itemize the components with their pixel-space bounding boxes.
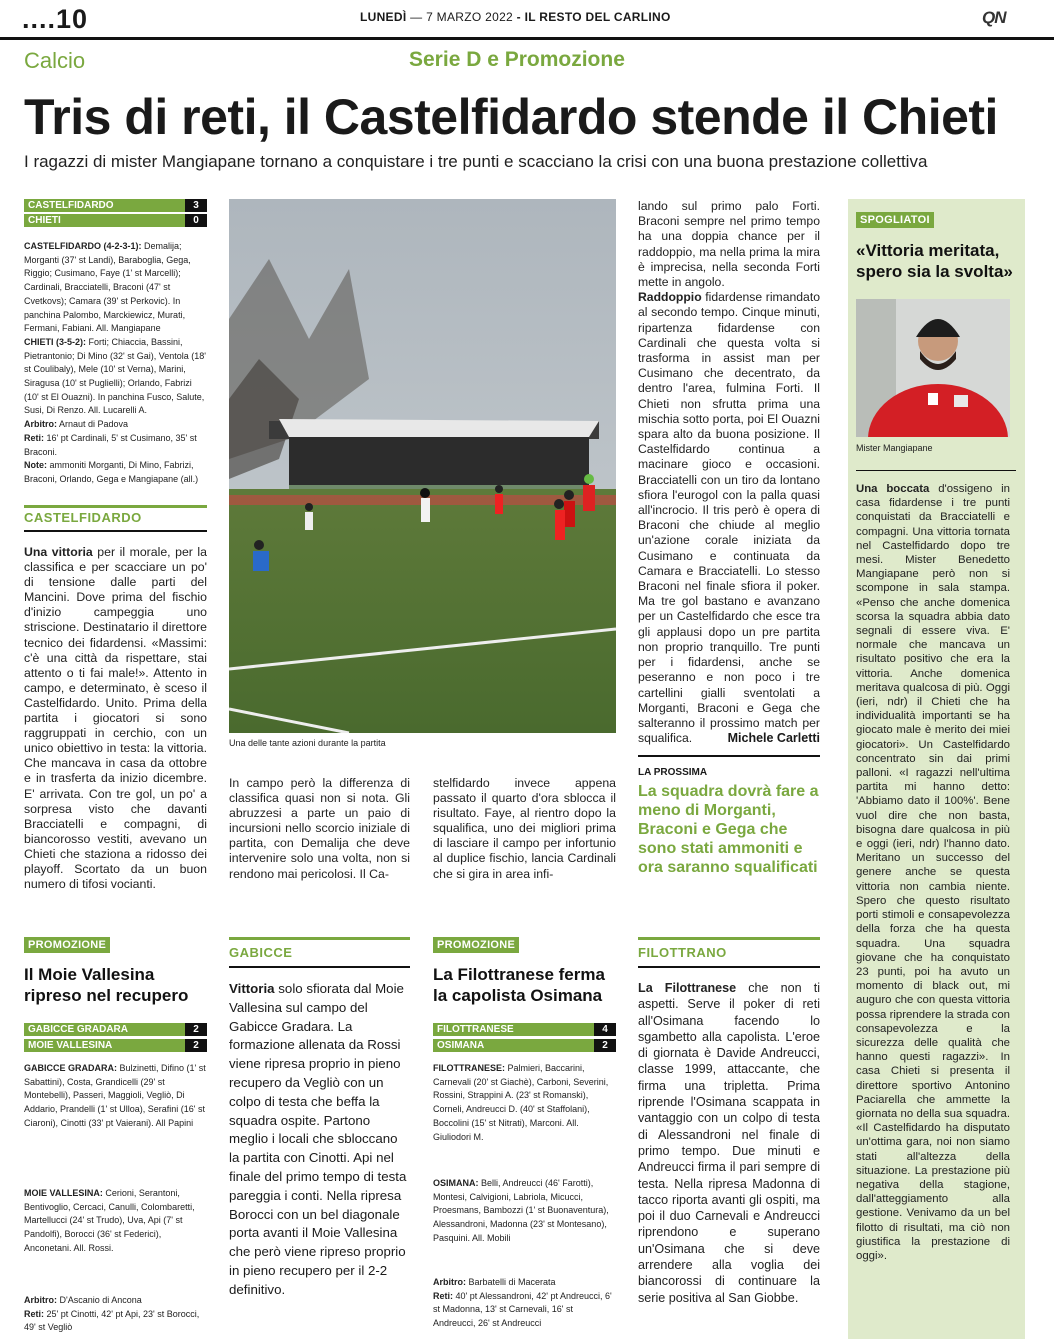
home-score: 3	[185, 199, 207, 212]
promo2-lineup-b: OSIMANA: Belli, Andreucci (46' Farotti), Montesi, Calvigioni, Labriola, Micucci, Proesmans, Bambozzi (1' st Buonaventura), Alessandroni, Madonna (23' st Montesano), Pasquini. All. Mobili	[433, 1178, 609, 1243]
promo2-headline: La Filottranese ferma la capolista Osimana	[433, 965, 605, 1005]
promo1-ref: Arbitro: D'Ascanio di Ancona Reti: 25' pt Cinotti, 42' pt Api, 23' st Borocci, 49' st Vegliò	[24, 1295, 200, 1333]
article-body-1: Una vittoria per il morale, per la classifica e per scacciare un po' di tensione dalle parti del Mancini. Dove prima del fischio d'inizio campeggia uno striscione. Destinatario il direttore tecnico dei fidardensi. «Massimi: c'è una città da rispettare, stai attento o ti fai male!». Attento in campo, e determinato, è sceso il Castelfidardo. Unito. Prima della partita i giocatori si sono raggruppati in cerchio, con un unico obiettivo in testa: la vittoria. Che mancava in casa da ottobre e in trasferta da inizio dicembre. E' arrivata. Con tre gol, un po' a sorpresa visto che davanti Bracciatelli e compagni, di biancorosso vestiti, avevano un Chieti che staziona a ridosso dei playoff. Scortato da un buon numero di tifosi vocianti.	[24, 545, 207, 892]
section-label: Calcio	[24, 48, 86, 73]
stadium-image	[229, 199, 616, 733]
next-match-label: LA PROSSIMA	[638, 767, 708, 778]
headline: Tris di reti, il Castelfidardo stende il Chieti	[24, 89, 998, 145]
filottrano-body: La Filottranese che non ti aspetti. Serve il poker di reti all'Osimana facendo lo sgambetto alla capolista. L'eroe di giornata è Davide Andreucci, classe 1999, attaccante, che firma una tripletta. Prima riprende l'Osimana scappata in vantaggio con un colpo di testa di Alessandroni nel finale di primo tempo. Due minuti e Andreucci firma il pari sempre di testa. Nella ripresa Madonna di tacco riporta avanti gli ospiti, ma poi il duo Carnevali e Andreucci riprendono e superano un'Osimana che si deve arrendere alla voglia dei biancorossi di continuare la serie positiva al San Giobbe.	[638, 981, 820, 1305]
promo1-lineup-a: GABICCE GRADARA: Bulzinetti, Difino (1' st Sabattini), Costa, Grandicelli (29' st Montebelli), Passeri, Maggioli, Vegliò, Di Addario, Prandelli (1' st Ulloa), Serafini (16' st Ciaroni), Cinotti (33' pt Vaierani). All Papini	[24, 1063, 206, 1128]
article-body-2: In campo però la differenza di classifica quasi non si nota. Gli abruzzesi a parte un paio di incursioni nello scorcio iniziale di partita, con Demalija che deve intervenire solo una volta, non si rendono mai pericolosi. Il Ca-	[229, 776, 410, 881]
divider	[856, 470, 1016, 471]
promo2-scoreboard: 4 FILOTTRANESE 2 OSIMANA	[433, 1023, 616, 1052]
divider	[24, 505, 207, 508]
promo1-lineup-b: MOIE VALLESINA: Cerioni, Serantoni, Bentivoglio, Cercaci, Canulli, Colombaretti, Martellucci (24' st Trudo), Uva, Api (7' st Pandolfi), Borocci (36' st Federici), Anconetani. All. Rossi.	[24, 1188, 195, 1253]
sidebar-headline: «Vittoria meritata, spero sia la svolta»	[856, 241, 1013, 281]
divider	[638, 937, 820, 940]
home-team: CASTELFIDARDO	[28, 200, 114, 211]
gabicce-heading: GABICCE	[229, 945, 293, 960]
promo2-tag: PROMOZIONE	[433, 937, 519, 953]
page-number: ....10	[22, 4, 89, 34]
coach-image	[856, 299, 1010, 437]
author: Michele Carletti	[727, 731, 820, 745]
article-body-4: lando sul primo palo Forti. Braconi sempre nel primo tempo ha una doppia chance per il raddoppio, ma nella prima la mira è imprecisa, nella seconda Forti mette in angolo. Raddoppio fidardense rimandato al secondo tempo. Cinque minuti, ripartenza fidardense con Cardinali che questa volta si trasforma in assist man per Cusimano che decentrato, da dentro l'area, fulmina Forti. Il Chieti non sfrutta prima una mischia sotto porta, poi El Ouazni spara alto da buona posizione. Il Castelfidardo continua a macinare gioco e occasioni. Bracciatelli con un tiro da lontano sfiora l'eurogol con la palla quasi all'incrocio. Il tris però è opera di Braconi che chiude al meglio un'azione corale iniziata da Cusimano e continuata da Camara e Bracciatelli. Lo stesso Braconi nel finale sfiora il poker. Ma tre gol bastano e avanzano per un Castelfidardo che esce tra gli applausi dopo un pre partita non proprio tranquillo. Tre punti per i fidardensi, anche se peseranno e non poco i tre cartellini gialli sventolati a Morganti, Braconi e Gega che salteranno il prossimo match per squalifica.	[638, 199, 820, 746]
divider	[229, 966, 410, 968]
gabicce-body: Vittoria solo sfiorata dal Moie Vallesina sul campo del Gabicce Gradara. La formazione allenata da Rossi viene ripresa proprio in pieno recupero da Vegliò con un colpo di testa che beffa la squadra ospite. Partono meglio i locali che sbloccano la partita con Cinotti. Api nel finale del primo tempo di testa pareggia i conti. Nella ripresa Borocci con un bel diagonale porta avanti il Moie Vallesina che però viene ripreso proprio in pieno recupero per il 2-2 definitivo.	[229, 981, 407, 1297]
subsection-label: Serie D e Promozione	[409, 48, 625, 71]
promo1-scoreboard: 2 GABICCE GRADARA 2 MOIE VALLESINA	[24, 1023, 207, 1052]
promo1-headline: Il Moie Vallesina ripreso nel recupero	[24, 965, 189, 1005]
promo2-ref: Arbitro: Barbatelli di Macerata Reti: 40' pt Alessandroni, 42' pt Andreucci, 6' st Madonna, 13' st Carnevali, 16' st Andreucci, 26' st Andreucci	[433, 1277, 612, 1329]
divider	[638, 966, 820, 968]
qn-logo-icon: QN	[982, 8, 1006, 27]
column-heading: CASTELFIDARDO	[24, 510, 142, 525]
away-score: 0	[185, 214, 207, 227]
next-match-text: La squadra dovrà fare a meno di Morganti, Braconi e Gega che sono stati ammoniti e ora saranno squalificati	[638, 783, 819, 876]
sidebar-body: Una boccata d'ossigeno in casa fidardense i tre punti conquistati da Bracciatelli e compagni. Una vittoria tornata nel Castelfidardo dopo tre mesi. Mister Benedetto Mangiapane però non si scompone in sala stampa. «Penso che anche domenica scorsa la squadra abbia dato segnali di essere viva. E' normale che mancava un risultato positivo che era la vittoria. Anche domenica meritava qualcosa di più. Oggi (ieri, ndr) il Chieti che ha individualità importanti se ha giocato male è merito dei miei giocatori». Un Castelfidardo concentrato sin dai primi palloni. «I ragazzi nell'ultima partita mi hanno detto: 'Abbiamo dato il 100%'. Bene vuol dire che non basta, bisogna dare qualcosa in più e oggi (ieri, ndr) l'hanno dato. Meritano un successo del genere anche se questa vittoria non cambia niente. Spero che questo risultato porti stimoli e consapevolezza della forza che ha questa squadra. Una squadra giovane che ha conquistato 23 punti, poi ha avuto un momento di black out, mi auguro che con questa vittoria possa riprendere la strada con consapevolezza e la sicurezza delle qualità che hanno questi ragazzi». In casa Chieti si presenta il direttore sportivo Antonino Paciarella che ammette la giornata no della sua squadra. «Il Castelfidardo ha disputato un'ottima gara, noi non siamo stati all'altezza della situazione. La prestazione più negativa della stagione, dall'atteggiamento alla gestione. Venivamo da un bel filotto di risultati, ma ciò non giustifica la prestazione di oggi».	[856, 483, 1010, 1262]
match-photo	[229, 199, 616, 733]
sidebar-tag: SPOGLIATOI	[856, 212, 934, 228]
scoreboard	[24, 199, 207, 227]
deck: I ragazzi di mister Mangiapane tornano a conquistare i tre punti e scacciano la crisi con una buona prestazione collettiva	[24, 152, 928, 171]
masthead: LUNEDÌ — 7 MARZO 2022 - IL RESTO DEL CARLINO	[360, 10, 671, 24]
away-team: CHIETI	[28, 215, 61, 226]
lineups: CASTELFIDARDO (4-2-3-1): Demalija; Morganti (37' st Landi), Baraboglia, Gega, Riggio; Cusimano, Faye (1' st Marcelli); Cardinali, Bracciatelli, Braconi (47' st Cvetkovs); Camara (39' st Perkovic). In panchina Palombo, Marckiewicz, Murati, Fermani, Fabiani. All. Mangiapane CHIETI (3-5-2): Forti; Chiaccia, Bassini, Pietrantonio; Di Mino (32' st Gai), Ventola (18' st Coulibaly), Mele (10' st Verna), Marini, Siragusa (10' st Puglielli); Orlando, Fabrizi (10' st El Ouazni). In panchina Fusco, Salute, Susi, Di Renzo. All. Lucarelli A. Arbitro: Arnaut di Padova Reti: 16' pt Cardinali, 5' st Cusimano, 35' st Braconi. Note: ammoniti Morganti, Di Mino, Fabrizi, Braconi, Orlando, Gega e Mangiapane (all.)	[24, 241, 207, 484]
coach-photo	[856, 299, 1010, 437]
divider	[638, 755, 820, 757]
divider	[24, 530, 207, 532]
filottrano-heading: FILOTTRANO	[638, 945, 727, 960]
article-body-3: stelfidardo invece appena passato il quarto d'ora sblocca il risultato. Faye, al rientro dopo la squalifica, uno dei migliori prima di lasciare il campo per infortunio al duplice fischio, lancia Cardinali che si gira in area infi-	[433, 776, 616, 881]
coach-caption: Mister Mangiapane	[856, 443, 933, 453]
photo-caption: Una delle tante azioni durante la partita	[229, 738, 386, 748]
divider	[229, 937, 410, 940]
promo2-lineup-a: FILOTTRANESE: Palmieri, Baccarini, Carnevali (20' st Giachè), Carboni, Severini, Rossini, Strappini A. (23' st Romanski), Corneli, Andreucci D. (40' st Staffolani), Boccolini (15' st Nitrati), Marconi. All. Giuliodori M.	[433, 1063, 609, 1142]
promo1-tag: PROMOZIONE	[24, 937, 110, 953]
